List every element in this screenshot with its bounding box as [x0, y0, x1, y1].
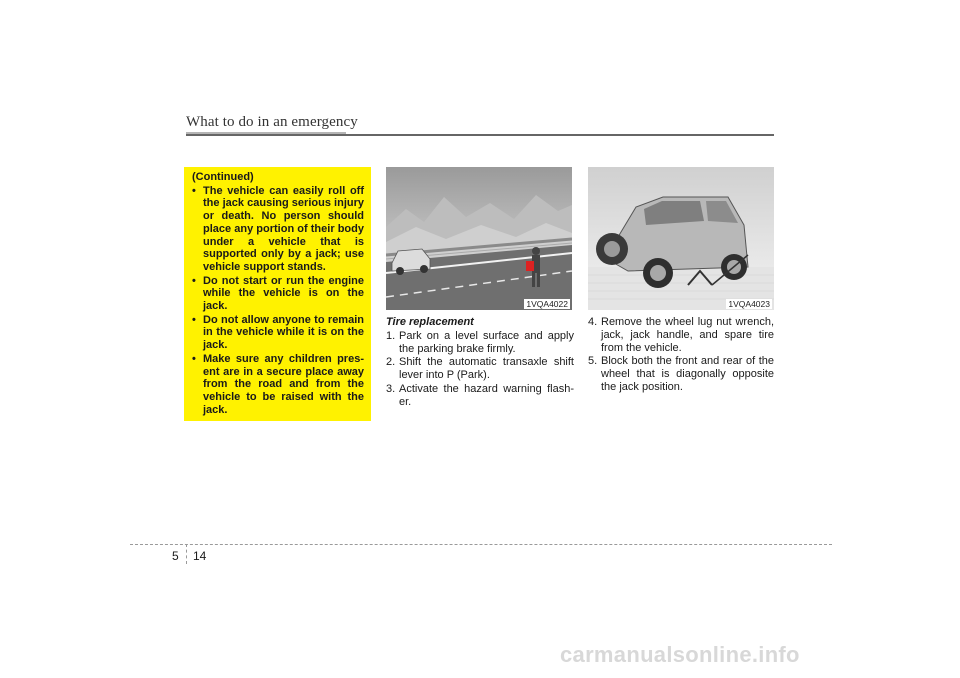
warning-item: [192, 275, 364, 313]
road-scene-illustration: [386, 167, 572, 310]
step-number: 1.: [386, 329, 396, 342]
watermark: carmanualsonline.info: [560, 642, 800, 667]
step-text: Shift the automatic transaxle shift lever into P (Park).: [399, 356, 574, 382]
step-text: Block both the front and rear of the wheel that is diagonally opposite the jack position.: [601, 355, 774, 393]
section-title: Tire replacement: [386, 316, 474, 328]
bullet-icon: •: [192, 313, 196, 326]
warning-item-text: Make sure any children pres- ent are in a secure place away from the road and from the vehicle to be raised with the jack.: [203, 352, 364, 416]
warning-item: [192, 314, 364, 352]
warning-item-text: Do not start or run the engine while the vehicle is on the jack.: [203, 274, 364, 313]
step-number: 2.: [386, 356, 396, 369]
step-number: 3.: [386, 382, 396, 395]
bullet-icon: •: [192, 274, 196, 287]
page-number: 14: [193, 549, 207, 563]
steps-list: [588, 316, 774, 394]
step-text: Remove the wheel lug nut wrench, jack, jack handle, and spare tire from the vehicle.: [601, 316, 774, 354]
bullet-icon: •: [192, 352, 196, 365]
step-item: [386, 330, 574, 356]
warning-item-text: Do not allow anyone to remain in the vehicle while it is on the jack.: [203, 313, 364, 352]
step-item: [588, 316, 774, 354]
step-item: [386, 383, 574, 409]
figure-suv-jack: [588, 167, 774, 310]
step-number: 5.: [588, 355, 598, 368]
figure-road-scene: [386, 167, 572, 310]
step-text: Park on a level surface and apply the parking brake firmly.: [399, 329, 574, 355]
step-item: [386, 356, 574, 382]
header-rule: [186, 134, 774, 136]
step-item: [588, 355, 774, 393]
page-header-title: What to do in an emergency: [186, 114, 358, 130]
footer-rule: [130, 544, 832, 545]
suv-jack-illustration: [588, 167, 774, 310]
warning-item: [192, 353, 364, 417]
step-text: Activate the hazard warning flash- er.: [399, 382, 574, 408]
warning-box: [184, 167, 371, 421]
figure-code: 1VQA4022: [526, 299, 568, 309]
warning-continued: (Continued): [192, 171, 254, 183]
steps-list: [386, 330, 574, 409]
warning-item: [192, 185, 364, 274]
bullet-icon: •: [192, 184, 196, 197]
step-number: 4.: [588, 316, 598, 328]
warning-list: [192, 185, 364, 417]
warning-item-text: The vehicle can easily roll off the jack causing serious injury or death. No person should place any portion of their body under a vehicle that is supported only by a jack; use vehicle support stands.: [203, 184, 364, 273]
footer-divider: [186, 544, 187, 564]
chapter-number: 5: [172, 549, 179, 563]
figure-code: 1VQA4023: [728, 299, 770, 309]
instructions-column-left: [386, 316, 574, 410]
instructions-column-right: [588, 316, 774, 395]
